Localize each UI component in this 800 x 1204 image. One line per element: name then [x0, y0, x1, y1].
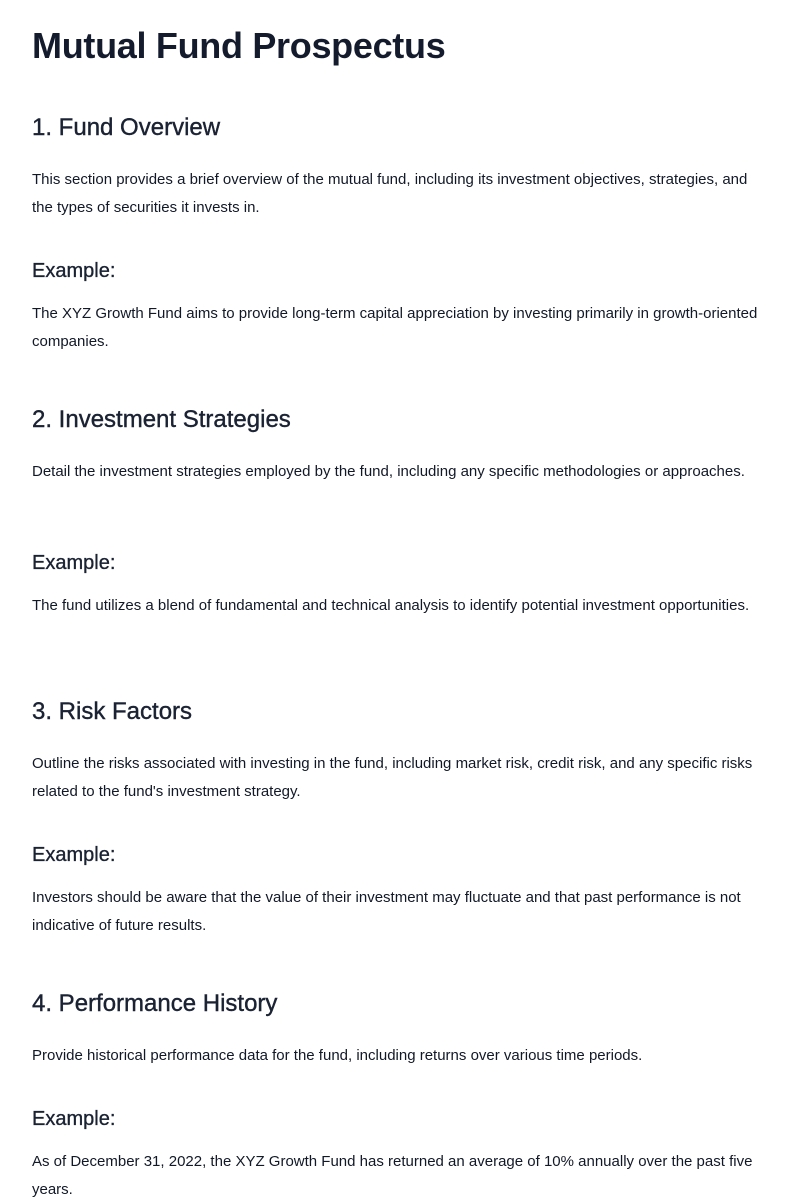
section-heading: 1. Fund Overview: [32, 114, 221, 141]
example-heading: Example:: [32, 552, 116, 574]
section-heading: 3. Risk Factors: [32, 698, 193, 725]
section-description: This section provides a brief overview of the mutual fund, including its investment objectives, strategies, and the types of securities it invests in.: [32, 171, 748, 216]
section-performance-history: [32, 988, 760, 1198]
section-description: Outline the risks associated with investing in the fund, including market risk, credit risk, and any specific risks related to the fund's investment strategy.: [32, 755, 753, 800]
example-heading: Example:: [32, 1108, 116, 1130]
example-text: The XYZ Growth Fund aims to provide long-term capital appreciation by investing primarily in growth-oriented companies.: [32, 305, 758, 350]
section-description: Detail the investment strategies employed by the fund, including any specific methodologies or approaches.: [32, 463, 745, 480]
section-heading: 2. Investment Strategies: [32, 406, 291, 433]
example-heading: Example:: [32, 260, 116, 282]
document-title: Mutual Fund Prospectus: [32, 25, 446, 66]
example-text: As of December 31, 2022, the XYZ Growth Fund has returned an average of 10% annually over the past five years.: [32, 1153, 753, 1198]
section-risk-factors: [32, 696, 760, 934]
example-heading: Example:: [32, 844, 116, 866]
example-text: The fund utilizes a blend of fundamental and technical analysis to identify potential investment opportunities.: [32, 597, 750, 614]
section-heading: 4. Performance History: [32, 990, 278, 1017]
section-investment-strategies: [32, 404, 760, 614]
section-description: Provide historical performance data for the fund, including returns over various time periods.: [32, 1047, 643, 1064]
example-text: Investors should be aware that the value of their investment may fluctuate and that past performance is not indicative of future results.: [32, 889, 741, 934]
section-fund-overview: [32, 112, 760, 350]
